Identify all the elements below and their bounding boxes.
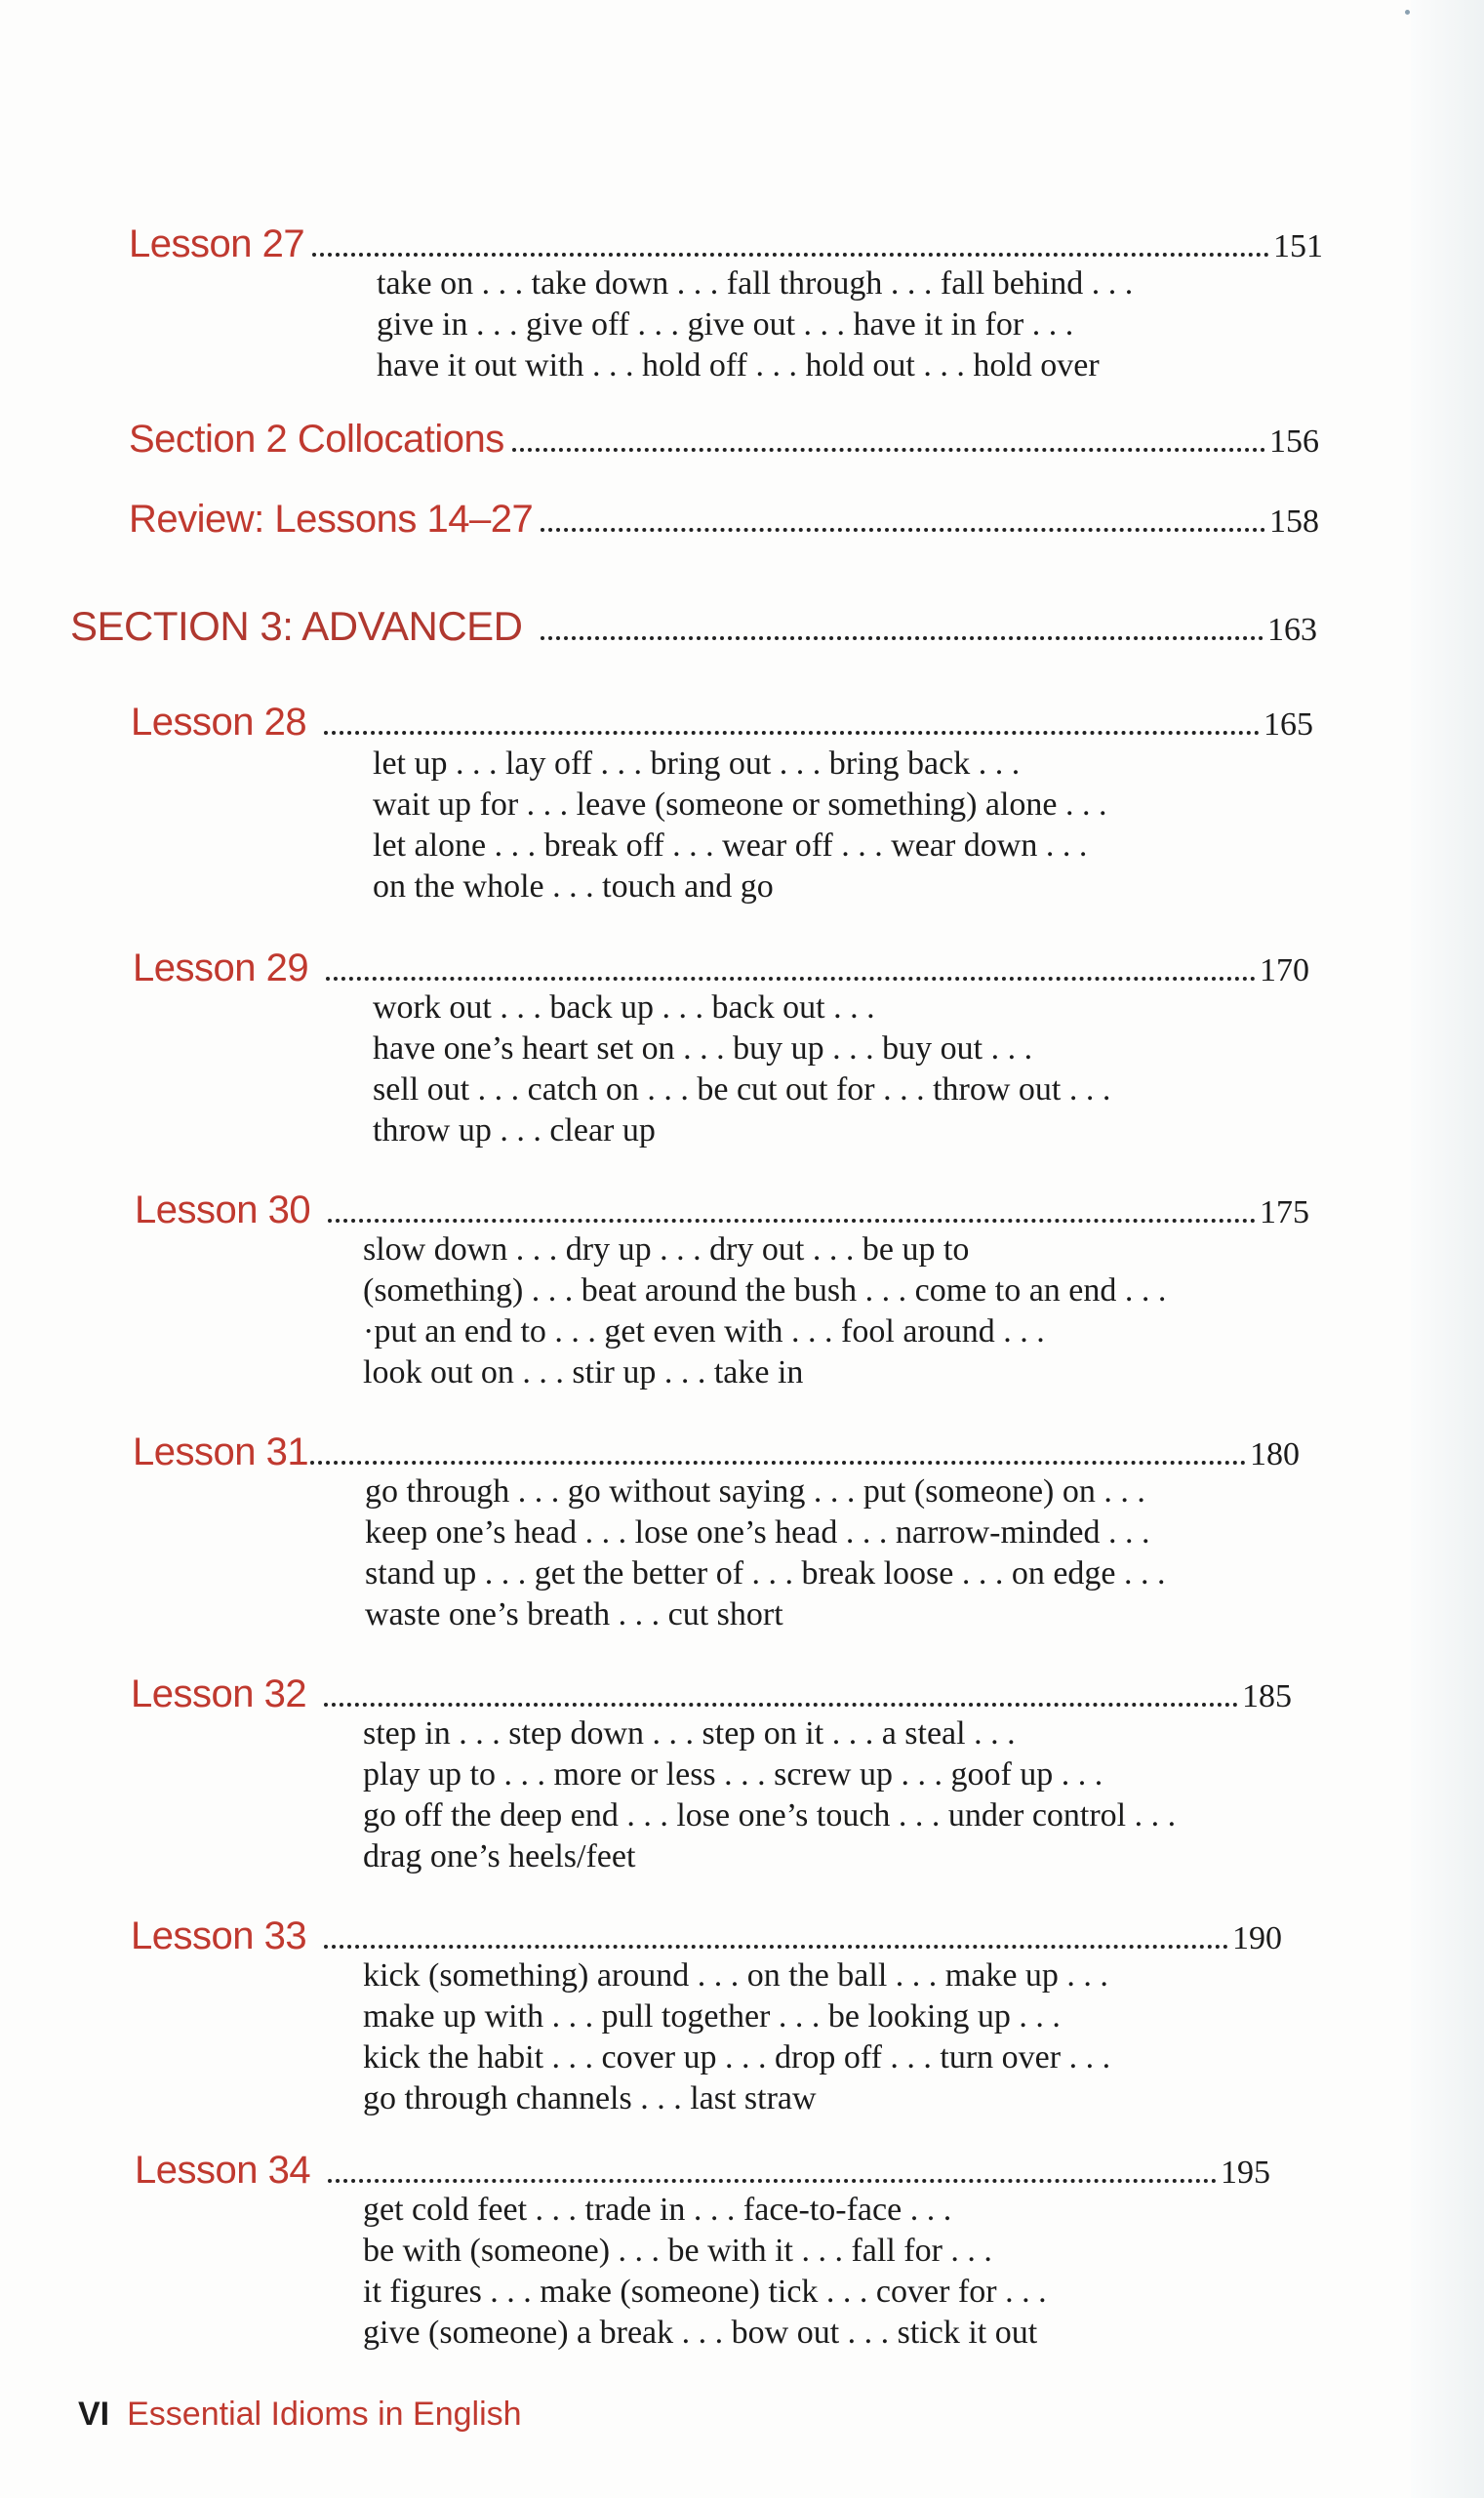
dot-leader	[541, 528, 1265, 532]
entry-title: Review: Lessons 14–27	[129, 498, 534, 541]
idiom-list-lesson-31	[365, 1471, 1166, 1635]
scan-mark	[1405, 10, 1410, 15]
entry-title: Section 2 Collocations	[129, 418, 504, 461]
idiom-list-lesson-33	[363, 1955, 1110, 2119]
dot-leader	[324, 731, 1260, 735]
entry-page: 158	[1269, 504, 1319, 540]
idiom-line: drag one’s heels/feet	[363, 1838, 636, 1874]
page-number-roman: VI	[78, 2396, 110, 2433]
entry-page: 163	[1267, 612, 1317, 648]
entry-title: Lesson 27	[129, 222, 305, 265]
idiom-line: take on . . . take down . . . fall through . . . fall behind . . .	[377, 265, 1134, 302]
toc-entry-lesson-31[interactable]	[133, 1430, 1300, 1474]
entry-title: Lesson 29	[133, 947, 309, 989]
toc-entry-lesson-32[interactable]	[131, 1672, 1292, 1716]
idiom-line: wait up for . . . leave (someone or something) alone . . .	[373, 786, 1107, 823]
toc-entry-lesson-27[interactable]	[129, 222, 1323, 266]
page-footer	[78, 2396, 522, 2434]
dot-leader	[324, 1703, 1238, 1707]
entry-page: 180	[1250, 1436, 1300, 1472]
idiom-line: look out on . . . stir up . . . take in	[363, 1354, 804, 1390]
entry-page: 185	[1242, 1678, 1292, 1714]
idiom-line: (something) . . . beat around the bush . . . come to an end . . .	[363, 1272, 1167, 1309]
idiom-line: give in . . . give off . . . give out . . . have it in for . . .	[377, 306, 1074, 342]
toc-entry-lesson-28[interactable]	[131, 701, 1313, 745]
entry-page: 190	[1232, 1920, 1282, 1956]
idiom-list-lesson-34	[363, 2190, 1047, 2354]
dot-leader	[324, 1945, 1228, 1949]
idiom-line: waste one’s breath . . . cut short	[365, 1596, 783, 1632]
dot-leader	[328, 1219, 1256, 1223]
toc-entry-collocations[interactable]	[129, 418, 1319, 462]
entry-title: Lesson 32	[131, 1672, 307, 1715]
dot-leader	[541, 636, 1264, 640]
entry-page: 175	[1260, 1194, 1309, 1230]
toc-entry-lesson-30[interactable]	[135, 1189, 1309, 1232]
idiom-line: be with (someone) . . . be with it . . . fall for . . .	[363, 2233, 992, 2269]
idiom-line: stand up . . . get the better of . . . break loose . . . on edge . . .	[365, 1555, 1166, 1591]
idiom-list-lesson-29	[373, 987, 1110, 1151]
toc-entry-lesson-34[interactable]	[135, 2149, 1270, 2193]
idiom-line: on the whole . . . touch and go	[373, 868, 774, 905]
dot-leader	[326, 977, 1256, 981]
entry-page: 151	[1273, 228, 1323, 264]
idiom-line: give (someone) a break . . . bow out . . . stick it out	[363, 2315, 1038, 2351]
dot-leader	[310, 1461, 1246, 1465]
toc-entry-lesson-29[interactable]	[133, 947, 1309, 990]
entry-title: Lesson 28	[131, 701, 307, 744]
idiom-line: go through channels . . . last straw	[363, 2080, 817, 2116]
dot-leader	[312, 253, 1269, 257]
idiom-line: work out . . . back up . . . back out . . .	[373, 989, 875, 1026]
idiom-line: go through . . . go without saying . . . put (someone) on . . .	[365, 1473, 1145, 1510]
toc-entry-section-3[interactable]	[70, 603, 1317, 650]
idiom-list-lesson-28	[373, 744, 1107, 907]
idiom-line: make up with . . . pull together . . . be looking up . . .	[363, 1998, 1061, 2035]
idiom-line: sell out . . . catch on . . . be cut out for . . . throw out . . .	[373, 1071, 1111, 1108]
entry-page: 195	[1221, 2155, 1270, 2191]
idiom-line: have it out with . . . hold off . . . hold out . . . hold over	[377, 347, 1100, 383]
entry-page: 165	[1263, 706, 1313, 743]
entry-title: Lesson 31	[133, 1430, 309, 1473]
idiom-line: it figures . . . make (someone) tick . . . cover for . . .	[363, 2274, 1047, 2310]
toc-entry-lesson-33[interactable]	[131, 1914, 1282, 1958]
idiom-line: let up . . . lay off . . . bring out . . . bring back . . .	[373, 745, 1021, 782]
entry-page: 156	[1269, 423, 1319, 460]
idiom-line: let alone . . . break off . . . wear off . . . wear down . . .	[373, 827, 1088, 864]
idiom-line: kick the habit . . . cover up . . . drop off . . . turn over . . .	[363, 2039, 1111, 2075]
idiom-line: ·put an end to . . . get even with . . . fool around . . .	[363, 1313, 1045, 1350]
entry-page: 170	[1260, 952, 1309, 988]
idiom-list-lesson-27	[377, 263, 1133, 386]
idiom-line: throw up . . . clear up	[373, 1112, 656, 1148]
idiom-line: slow down . . . dry up . . . dry out . . . be up to	[363, 1231, 970, 1268]
page-edge-shadow	[1411, 0, 1484, 2498]
entry-title: Lesson 34	[135, 2149, 311, 2192]
idiom-line: go off the deep end . . . lose one’s touch . . . under control . . .	[363, 1797, 1177, 1833]
dot-leader	[512, 448, 1265, 452]
idiom-line: kick (something) around . . . on the ball . . . make up . . .	[363, 1957, 1108, 1994]
dot-leader	[328, 2179, 1217, 2183]
idiom-line: get cold feet . . . trade in . . . face-to-face . . .	[363, 2192, 952, 2228]
entry-title: SECTION 3: ADVANCED	[70, 603, 523, 649]
idiom-line: keep one’s head . . . lose one’s head . . . narrow-minded . . .	[365, 1514, 1150, 1551]
idiom-line: step in . . . step down . . . step on it . . . a steal . . .	[363, 1715, 1016, 1752]
entry-title: Lesson 30	[135, 1189, 311, 1231]
idiom-line: have one’s heart set on . . . buy up . . . buy out . . .	[373, 1030, 1033, 1067]
book-title: Essential Idioms in English	[127, 2396, 522, 2433]
idiom-list-lesson-30	[363, 1229, 1166, 1393]
entry-title: Lesson 33	[131, 1914, 307, 1957]
toc-entry-review[interactable]	[129, 498, 1319, 542]
idiom-list-lesson-32	[363, 1713, 1176, 1877]
idiom-line: play up to . . . more or less . . . screw up . . . goof up . . .	[363, 1756, 1103, 1793]
